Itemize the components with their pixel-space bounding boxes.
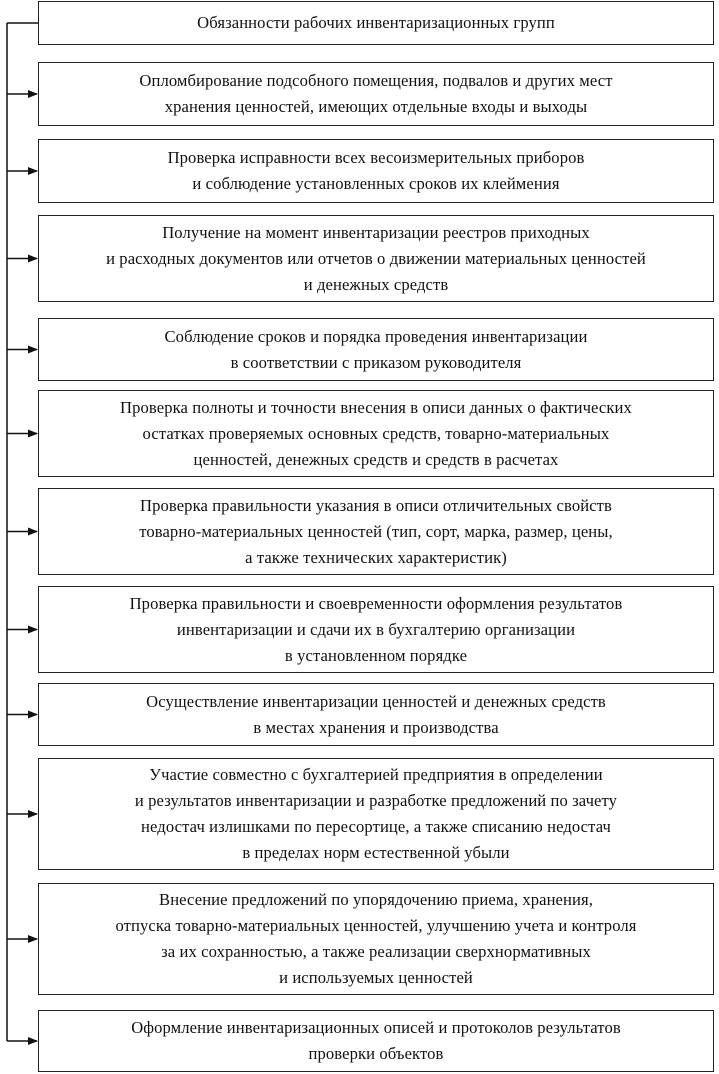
responsibility-text-line: Соблюдение сроков и порядка проведения инвентаризации: [164, 326, 588, 346]
responsibility-text-line: за их сохранностью, а также реализации сверхнормативных: [161, 942, 591, 961]
responsibility-box: [38, 390, 714, 477]
responsibility-text-line: Внесение предложений по упорядочению приема, хранения,: [159, 890, 593, 909]
responsibility-box: [38, 139, 714, 203]
responsibility-text-line: Проверка полноты и точности внесения в описи данных о фактических: [120, 397, 632, 417]
responsibility-box: [38, 683, 714, 746]
responsibility-text-line: Проверка правильности указания в описи отличительных свойств: [140, 495, 612, 515]
responsibility-text-line: отпуска товарно-материальных ценностей, улучшению учета и контроля: [115, 916, 637, 935]
responsibility-text-line: остатках проверяемых основных средств, товарно-материальных: [142, 423, 610, 443]
responsibility-text-line: Проверка исправности всех весоизмерительных приборов: [167, 148, 585, 167]
responsibility-box: [38, 215, 714, 302]
responsibility-text-line: и используемых ценностей: [279, 968, 473, 987]
responsibility-text-line: хранения ценностей, имеющих отдельные входы и выходы: [164, 97, 588, 116]
responsibility-text-line: недостач излишками по пересортице, а также списанию недостач: [141, 817, 611, 836]
responsibility-text-line: в пределах норм естественной убыли: [242, 843, 510, 862]
responsibility-text-line: в местах хранения и производства: [253, 717, 499, 737]
responsibility-text-line: и соблюдение установленных сроков их клеймения: [192, 174, 560, 193]
responsibility-text-line: Участие совместно с бухгалтерией предприятия в определении: [149, 765, 603, 784]
responsibility-text-line: Осуществление инвентаризации ценностей и денежных средств: [146, 691, 606, 711]
responsibility-text-line: и денежных средств: [303, 274, 449, 294]
responsibility-box: [38, 1010, 714, 1072]
responsibility-text-line: в соответствии с приказом руководителя: [230, 352, 522, 372]
responsibility-text-line: товарно-материальных ценностей (тип, сорт, марка, размер, цены,: [139, 521, 613, 541]
responsibility-box: [38, 488, 714, 575]
responsibility-text-line: Опломбирование подсобного помещения, подвалов и других мест: [139, 71, 613, 90]
responsibility-text-line: инвентаризации и сдачи их в бухгалтерию организации: [176, 619, 576, 639]
responsibility-box: [38, 883, 714, 995]
responsibility-text-line: проверки объектов: [308, 1044, 444, 1063]
responsibility-text-line: и расходных документов или отчетов о движении материальных ценностей: [106, 248, 646, 268]
title-text: Обязанности рабочих инвентаризационных групп: [197, 13, 555, 32]
responsibility-box: [38, 758, 714, 870]
responsibility-text-line: Оформление инвентаризационных описей и протоколов результатов: [131, 1018, 621, 1037]
responsibility-text-line: Проверка правильности и своевременности оформления результатов: [129, 593, 623, 613]
responsibility-text-line: и результатов инвентаризации и разработке предложений по зачету: [134, 791, 618, 810]
responsibility-box: [38, 62, 714, 126]
responsibility-text-line: ценностей, денежных средств и средств в расчетах: [193, 449, 559, 469]
responsibility-box: [38, 318, 714, 381]
responsibility-text-line: Получение на момент инвентаризации реестров приходных: [162, 222, 590, 242]
responsibility-text-line: а также технических характеристик): [245, 547, 507, 567]
responsibility-box: [38, 586, 714, 673]
responsibility-text-line: в установленном порядке: [284, 645, 468, 665]
title-box: [38, 1, 714, 45]
